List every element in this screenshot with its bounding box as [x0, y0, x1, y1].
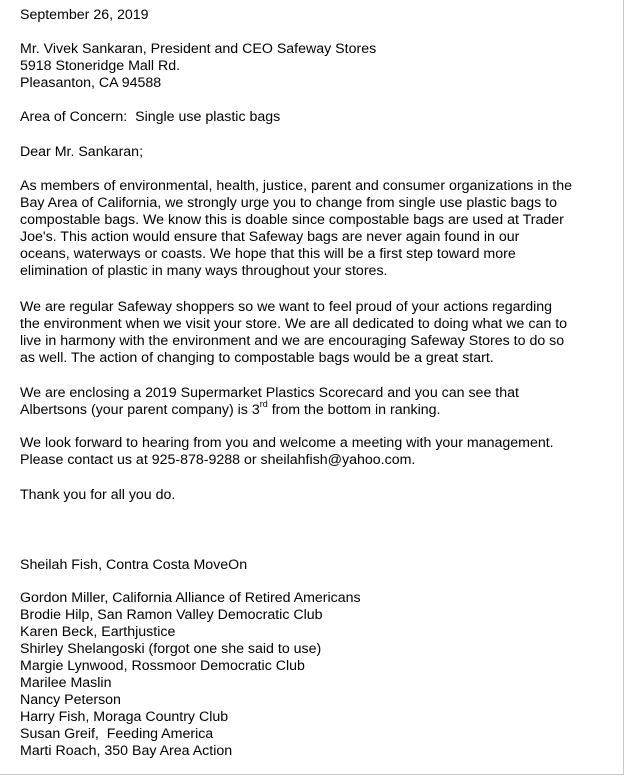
paragraph-line: elimination of plastic in many ways throughout your stores. [20, 263, 388, 279]
signer-item: Brodie Hilp, San Ramon Valley Democratic Club [20, 607, 323, 623]
closing-line: Thank you for all you do. [20, 487, 176, 503]
signers-list [20, 590, 361, 760]
signer-item: Harry Fish, Moraga Country Club [20, 709, 229, 725]
paragraph-line: As members of environmental, health, justice, parent and consumer organizations in the [20, 178, 573, 194]
sender-signature: Sheilah Fish, Contra Costa MoveOn [20, 557, 248, 573]
paragraph-line: Please contact us at 925-878-9288 or sheilahfish@yahoo.com. [20, 452, 416, 468]
recipient-street-line: 5918 Stoneridge Mall Rd. [20, 58, 181, 74]
paragraph-3 [20, 385, 610, 419]
paragraph-line: compostable bags. We know this is doable since compostable bags are used at Trader [20, 212, 564, 228]
ranking-text-before: Albertsons (your parent company) is 3 [20, 402, 260, 418]
area-of-concern: Area of Concern: Single use plastic bags [20, 109, 281, 125]
signer-item: Margie Lynwood, Rossmoor Democratic Club [20, 658, 305, 674]
letter-date: September 26, 2019 [20, 7, 149, 23]
paragraph-line: Bay Area of California, we strongly urge you to change from single use plastic bags to [20, 195, 558, 211]
ranking-text-after: from the bottom in ranking. [267, 402, 441, 418]
signer-item: Susan Greif, Feeding America [20, 726, 214, 742]
signer-item: Gordon Miller, California Alliance of Retired Americans [20, 590, 361, 606]
paragraph-2 [20, 299, 610, 367]
signer-item: Shirley Shelangoski (forgot one she said to use) [20, 641, 322, 657]
paragraph-line-ranking [20, 399, 610, 419]
signer-item: Nancy Peterson [20, 692, 121, 708]
paragraph-line: as well. The action of changing to compostable bags would be a great start. [20, 350, 494, 366]
paragraph-line: oceans, waterways or coasts. We hope that this will be a first step toward more [20, 246, 516, 262]
recipient-name-line: Mr. Vivek Sankaran, President and CEO Safeway Stores [20, 41, 377, 57]
paragraph-line: Joe's. This action would ensure that Safeway bags are never again found in our [20, 229, 520, 245]
paragraph-line: live in harmony with the environment and we are encouraging Safeway Stores to do so [20, 333, 565, 349]
recipient-address [20, 41, 376, 92]
paragraph-1 [20, 178, 610, 280]
paragraph-4 [20, 435, 610, 469]
recipient-city-line: Pleasanton, CA 94588 [20, 75, 162, 91]
paragraph-line: the environment when we visit your store. We are all dedicated to doing what we can to [20, 316, 568, 332]
paragraph-line: We are enclosing a 2019 Supermarket Plastics Scorecard and you can see that [20, 385, 519, 401]
signer-item: Marti Roach, 350 Bay Area Action [20, 743, 233, 759]
signer-item: Marilee Maslin [20, 675, 112, 691]
ordinal-superscript: rd [259, 399, 268, 410]
paragraph-line: We look forward to hearing from you and welcome a meeting with your management. [20, 435, 554, 451]
signer-item: Karen Beck, Earthjustice [20, 624, 176, 640]
greeting: Dear Mr. Sankaran; [20, 144, 144, 160]
paragraph-line: We are regular Safeway shoppers so we want to feel proud of your actions regarding [20, 299, 553, 315]
